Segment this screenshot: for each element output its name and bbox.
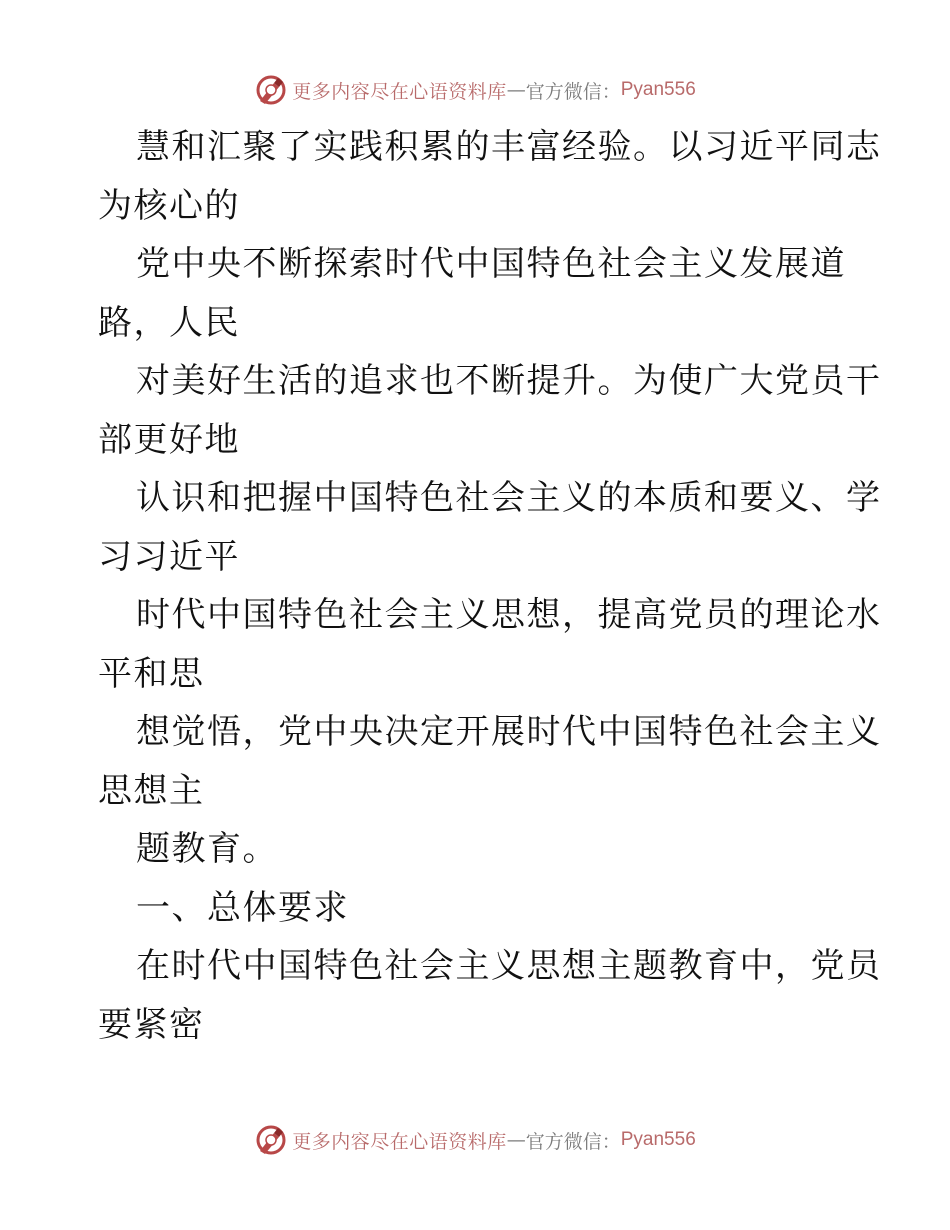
- footer-banner: [0, 1122, 950, 1158]
- body-line: 党中央不断探索时代中国特色社会主义发展道: [136, 244, 846, 284]
- body-line: 在时代中国特色社会主义思想主题教育中，党员: [136, 946, 882, 986]
- body-line: 平和思: [98, 653, 205, 694]
- document-body: [98, 118, 882, 1054]
- body-line: 思想主: [98, 770, 205, 811]
- banner-wechat-id: Pyan556: [620, 79, 696, 100]
- header-banner: [0, 72, 950, 108]
- body-line: 慧和汇聚了实践积累的丰富经验。以习近平同志: [136, 127, 882, 167]
- body-line: 想觉悟，党中央决定开展时代中国特色社会主义: [136, 712, 882, 752]
- body-line: 部更好地: [98, 419, 240, 460]
- body-line: 路，人民: [98, 302, 240, 343]
- section-heading: 一、总体要求: [136, 887, 349, 928]
- body-line: 题教育。: [136, 829, 278, 869]
- banner-dash: —: [506, 1129, 526, 1151]
- banner-dash: —: [506, 79, 526, 101]
- body-line: 为核心的: [98, 185, 240, 226]
- banner-label: 官方微信：: [525, 80, 621, 103]
- banner-label: 官方微信：: [525, 1130, 621, 1153]
- body-line: 认识和把握中国特色社会主义的本质和要义、学: [136, 478, 882, 518]
- body-line: 习习近平: [98, 536, 240, 577]
- body-line: 对美好生活的追求也不断提升。为使广大党员干: [136, 361, 882, 401]
- pen-logo-icon: [254, 1123, 288, 1157]
- pen-logo-icon: [254, 73, 288, 107]
- body-line: 时代中国特色社会主义思想，提高党员的理论水: [136, 595, 882, 635]
- banner-wechat-id: Pyan556: [620, 1129, 696, 1150]
- body-line: 要紧密: [98, 1004, 205, 1045]
- banner-title: 更多内容尽在心语资料库: [292, 1130, 507, 1153]
- banner-title: 更多内容尽在心语资料库: [292, 80, 507, 103]
